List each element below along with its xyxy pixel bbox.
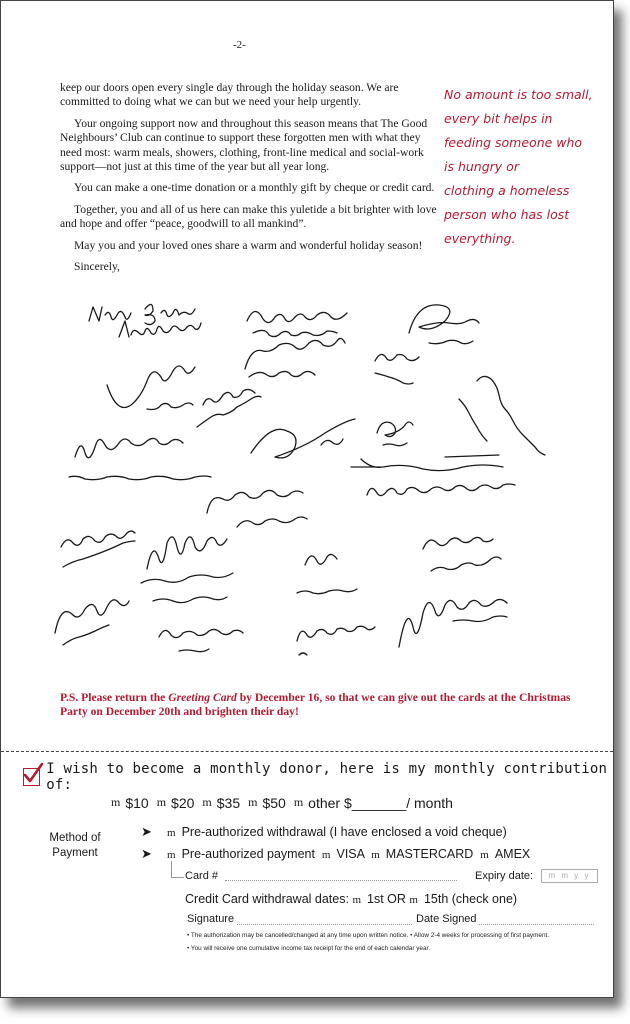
signature-supported-care <box>409 305 479 344</box>
amount-35: $35 <box>216 795 241 811</box>
letter-paragraph: You can make a one-time donation or a monthly gift by cheque or credit card. <box>74 181 435 195</box>
cut-line <box>1 751 613 752</box>
amount-checkbox-other[interactable]: m <box>293 795 304 809</box>
signature-david-smith <box>197 389 261 427</box>
card-row <box>185 870 595 884</box>
sidenote-line: person who has lost <box>444 207 570 222</box>
amount-50: $50 <box>262 795 286 811</box>
date-signed-field[interactable] <box>479 924 594 925</box>
arrow-icon: ➤ <box>141 824 152 839</box>
ps-suffix: by December 16, so that we can give out the cards at the Christmas Party on December 20th and brighten their day! <box>60 691 571 719</box>
amount-checkbox-50[interactable]: m <box>248 795 258 809</box>
first-checkbox[interactable]: m <box>352 894 362 906</box>
amount-options <box>111 795 461 811</box>
ps-prefix: P.S. Please return the <box>60 691 169 704</box>
signature-board-secretary <box>377 422 413 446</box>
amount-10: $10 <box>125 795 149 811</box>
signature-finances <box>107 366 195 410</box>
mastercard-checkbox[interactable]: m <box>371 849 380 861</box>
arrow-icon: ➤ <box>141 846 152 861</box>
fifteenth-label: 15th (check one) <box>423 892 518 906</box>
withdrawal-dates-label: Credit Card withdrawal dates: <box>185 892 349 906</box>
signature-board-member <box>423 537 501 571</box>
amount-checkbox-35[interactable]: m <box>202 795 212 809</box>
withdrawal-dates <box>185 892 517 906</box>
sidenote-line: clothing a homeless <box>444 183 570 198</box>
letter-paragraph: Together, you and all of us here can make this yuletide a bit brighter with love and hope and offer “peace, goodwill to all mankind”. <box>60 202 437 231</box>
expiry-label: Expiry date: <box>475 870 534 882</box>
amount-other[interactable]: other $_______/ month <box>308 795 453 811</box>
sidenote-line: everything. <box>444 231 516 246</box>
letter-closing: Sincerely, <box>74 260 120 274</box>
amount-20: $20 <box>171 795 195 811</box>
signature-vice-chair <box>141 537 233 603</box>
amount-checkbox-20[interactable]: m <box>156 795 167 809</box>
signature-row <box>187 913 597 927</box>
signature-executive-director <box>247 311 347 336</box>
letter-paragraph: keep our doors open every single day through the holiday season. We are committed to doing what we can but we need your help urgently. <box>60 81 399 109</box>
fine-print: • The authorization may be cancelled/changed at any time upon written notice. • Allow 2-4 weeks for processing of first payment. <box>187 932 550 939</box>
signature-recreational-therapist <box>351 455 515 496</box>
withdrawal-checkbox[interactable]: m <box>167 827 176 839</box>
letter-paragraph: May you and your loved ones share a warm and wonderful holiday season! <box>74 238 423 252</box>
monthly-donor-headline <box>23 761 613 793</box>
visa-checkbox[interactable]: m <box>321 849 331 861</box>
expiry-field[interactable]: m m y y <box>541 869 598 883</box>
card-number-label: Card # <box>185 870 219 882</box>
signature-board-chair <box>207 490 307 527</box>
signature-harleen-bhogal <box>55 600 129 645</box>
withdrawal-label: Pre-authorized withdrawal (I have enclosed a void cheque) <box>181 825 507 839</box>
signature-support-care-worker <box>69 438 211 479</box>
sidenote-line: feeding someone who <box>444 135 583 150</box>
signature-chef <box>251 419 355 458</box>
signature-alexandra <box>159 629 243 651</box>
page-number: -2- <box>233 39 246 51</box>
signature-administration <box>89 304 201 337</box>
signature-cook <box>297 554 357 593</box>
sidenote-line: is hungry or <box>444 159 519 174</box>
card-number-field[interactable] <box>225 880 457 882</box>
signature-bd-member <box>399 599 507 647</box>
amount-checkbox-10[interactable]: m <box>111 795 121 809</box>
signatures-collage <box>41 281 561 671</box>
amex-label: AMEX <box>494 847 531 861</box>
ps-emphasis: Greeting Card <box>168 691 237 704</box>
checkmark-icon <box>22 763 44 785</box>
fine-print: • You will receive one cumulative income tax receipt for the end of each calendar year. <box>187 945 431 952</box>
fifteenth-checkbox[interactable]: m <box>409 894 418 906</box>
amex-checkbox[interactable]: m <box>480 849 489 861</box>
mastercard-label: MASTERCARD <box>385 847 474 861</box>
date-signed-label: Date Signed <box>416 913 477 925</box>
sidenote-line: every bit helps in <box>444 111 553 126</box>
sidenote-line: No amount is too small, <box>444 87 593 102</box>
first-label: 1st OR <box>367 892 406 906</box>
handwritten-sidenote <box>444 83 594 251</box>
visa-label: VISA <box>336 847 365 861</box>
signature-fundraising <box>459 376 545 455</box>
letter-paragraph: Your ongoing support now and throughout this season means that The Good Neighbours’ Club can continue to support these forgotten men with what they need most: warm meals, showers, clothing, front-line medical and social-work support—not just at this time of the year but all year long. <box>60 116 428 174</box>
signature-social-services <box>375 354 419 384</box>
withdrawal-option <box>167 825 507 839</box>
card-bracket <box>171 861 184 878</box>
signature-sidonie <box>297 626 375 655</box>
payment-checkbox[interactable]: m <box>167 849 176 861</box>
signature-label: Signature <box>187 913 235 925</box>
payment-label: Pre-authorized payment <box>181 847 315 861</box>
letter-body <box>60 81 440 281</box>
signature-field[interactable] <box>237 924 412 925</box>
signature-edward-carter <box>61 531 135 567</box>
signature-operations <box>245 338 345 377</box>
ps-note <box>60 691 580 720</box>
monthly-donor-text: I wish to become a monthly donor, here is my monthly contribution of: <box>46 761 608 793</box>
payment-option <box>167 847 530 861</box>
monthly-donor-checkbox[interactable] <box>23 768 40 786</box>
method-of-payment-label: Method of Payment <box>49 832 101 859</box>
